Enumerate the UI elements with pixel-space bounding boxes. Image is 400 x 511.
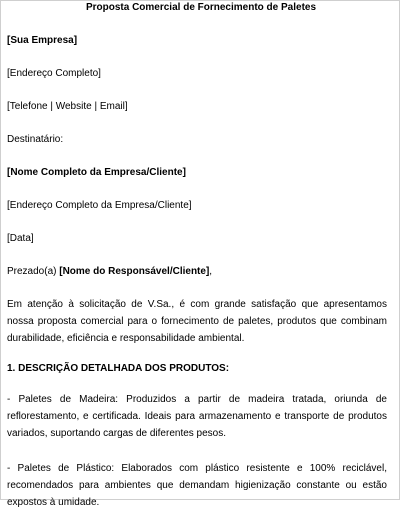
document-title: Proposta Comercial de Fornecimento de Paletes	[85, 2, 317, 13]
intro-paragraph: Em atenção à solicitação de V.Sa., é com grande satisfação que apresentamos nossa proposta comercial para o fornecimento de paletes, produtos que combinam durabilidade, eficiência e responsabilidade ambiental.	[7, 299, 387, 344]
greeting	[7, 265, 393, 279]
client-address: [Endereço Completo da Empresa/Cliente]	[7, 200, 192, 211]
company-contact: [Telefone | Website | Email]	[7, 101, 128, 112]
document-date: [Data]	[7, 233, 34, 244]
greeting-prefix: Prezado(a)	[7, 266, 60, 277]
company-address: [Endereço Completo]	[7, 68, 101, 79]
product-item-wood: - Paletes de Madeira: Produzidos a partir de madeira tratada, oriunda de reflorestamento, e certificada. Ideais para armazenamento e transporte de produtos variados, suportando cargas de diferentes pesos.	[7, 394, 387, 439]
product-item-plastic: - Paletes de Plástico: Elaborados com plástico resistente e 100% reciclável, recomendados para ambientes que demandam higienização constante ou estão expostos à umidade.	[7, 463, 387, 508]
company-name: [Sua Empresa]	[7, 35, 78, 46]
section-heading: 1. DESCRIÇÃO DETALHADA DOS PRODUTOS:	[7, 363, 230, 374]
recipient-label: Destinatário:	[7, 134, 64, 145]
greeting-suffix: ,	[209, 266, 213, 277]
client-name: [Nome Completo da Empresa/Cliente]	[7, 167, 186, 178]
greeting-name: [Nome do Responsável/Cliente]	[59, 266, 210, 277]
